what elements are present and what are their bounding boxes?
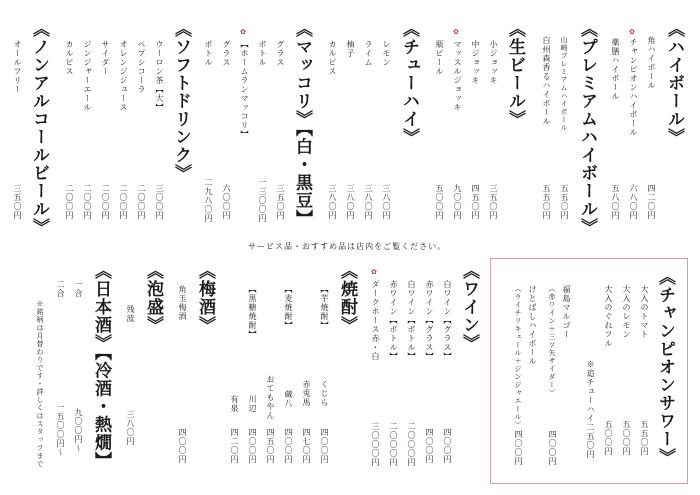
makkori-item: ボトル: [258, 40, 267, 67]
recommend-icon: ✿: [240, 28, 246, 36]
chuhai-price: 三八〇円: [346, 184, 355, 220]
makkori-price: 一三〇〇円: [258, 178, 267, 223]
champion-sour-price: 五〇〇円: [604, 420, 613, 456]
premium-item: 山崎プレミアムハイボール: [560, 36, 568, 132]
chuhai-item: 柚子: [346, 40, 355, 58]
softdrink-price: 二〇〇円: [119, 184, 128, 220]
shochu-price: 四二〇円: [230, 428, 239, 464]
wine-item-recommended: ✿ ダークホース赤・白: [371, 268, 380, 361]
sake-price: 九〇〇円〜: [74, 408, 83, 453]
highball-item-recommended: ✿ チャンピオンハイボール: [629, 28, 638, 137]
champion-sour-price: 四〇〇円: [548, 430, 557, 466]
sake-title: 《日本酒》【冷酒・熱燗】: [91, 262, 111, 470]
softdrink-item: サイダー: [101, 40, 110, 76]
wine-price: 二〇〇〇円: [389, 422, 398, 467]
shochu-item: くじら: [320, 380, 329, 407]
highball-price: 四二〇円: [647, 184, 656, 220]
wine-item: 赤ワイン【グラス】: [425, 280, 434, 361]
champion-sour-note: ※追チューハイ二五〇円: [586, 360, 595, 459]
champion-sour-price: 四〇〇円: [514, 430, 523, 466]
champion-sour-item: 大入のトマト: [640, 285, 649, 339]
makkori-item-recommended: ✿ 【ホームランマッコリ】: [240, 28, 249, 139]
beer-title: 《生ビール》: [505, 20, 525, 128]
beer-price: 九〇〇円: [453, 184, 462, 220]
wine-price: 四〇〇円: [425, 428, 434, 464]
shochu-title: 《焼酎》: [337, 262, 357, 334]
shochu-item: 赤兎馬: [302, 380, 311, 407]
umeshu-item: 角玉梅酒: [178, 285, 187, 321]
shochu-item: 蔵八: [284, 390, 293, 408]
premium-item: 白州森香るハイボール: [542, 36, 551, 126]
chuhai-item: カルピス: [328, 40, 337, 76]
makkori-price: 六〇〇円: [222, 184, 231, 220]
softdrink-price: 二〇〇円: [83, 184, 92, 220]
chuhai-title: 《チューハイ》: [399, 20, 419, 146]
softdrink-item: ウーロン茶【大】: [155, 40, 164, 112]
champion-sour-item-sub: （赤ワイン＋三ツ矢サイダー）: [548, 285, 556, 397]
sake-item: 二合: [56, 280, 65, 298]
beer-item-recommended: ✿ マッスルジョッキ: [453, 28, 462, 112]
recommend-icon: ✿: [629, 28, 635, 36]
nonalcohol-title: 《ノンアルコールビール》: [29, 20, 49, 236]
nonalcohol-item: オールフリー: [13, 40, 22, 94]
champion-sour-item: 大入のぐれフル: [604, 285, 613, 348]
wine-item: 白ワイン【ボトル】: [407, 280, 416, 361]
awamori-title: 《泡盛》: [143, 262, 163, 334]
shochu-group-label: 【芋焼酎】: [320, 285, 329, 330]
makkori-item: グラス: [276, 40, 285, 67]
beer-item: 中ジョッキ: [471, 40, 480, 85]
premium-price: 五五〇円: [560, 184, 569, 220]
sake-note: ※銘柄は月替わりです・詳しくはスタッフまで: [36, 300, 44, 468]
makkori-item: グラス: [222, 40, 231, 67]
beer-price: 五〇〇円: [435, 184, 444, 220]
wine-item: 白ワイン【グラス】: [443, 280, 452, 361]
beer-item: 小ジョッキ: [489, 40, 498, 85]
awamori-price: 三八〇円: [126, 410, 135, 446]
softdrink-price: 三〇〇円: [155, 184, 164, 220]
softdrink-item: ペプシコーラ: [137, 40, 146, 94]
chuhai-price: 三八〇円: [382, 184, 391, 220]
highball-item: 角ハイボール: [647, 36, 656, 90]
sake-item: 一合: [74, 280, 83, 298]
recommend-icon: ✿: [371, 268, 377, 276]
softdrink-item: オレンジジュース: [119, 40, 128, 112]
shochu-price: 四五〇円: [266, 428, 275, 464]
champion-sour-price: 五五〇円: [640, 420, 649, 456]
softdrink-price: 二〇〇円: [65, 184, 74, 220]
softdrink-price: 二〇〇円: [101, 184, 110, 220]
shochu-price: 四七〇円: [302, 428, 311, 464]
chuhai-item: ライム: [364, 40, 373, 67]
umeshu-title: 《梅酒》: [195, 262, 215, 334]
wine-title: 《ワイン》: [459, 262, 479, 352]
sake-price: 一五〇〇円〜: [56, 403, 65, 457]
recommend-icon: ✿: [453, 28, 459, 36]
makkori-title: 《マッコリ》【白・黒豆】: [292, 20, 312, 228]
wine-price: 三〇〇〇円: [371, 422, 380, 467]
shochu-item: おてもやん: [266, 375, 275, 420]
champion-sour-item: 福島マルゴー: [562, 285, 571, 339]
softdrink-title: 《ソフトドリンク》: [171, 20, 191, 182]
chuhai-price: 三八〇円: [364, 184, 373, 220]
beer-item: 瓶ビール: [435, 40, 444, 76]
awamori-item: 残波: [126, 305, 135, 323]
champion-sour-title: 《チャンピオンサワー》: [655, 268, 675, 466]
shochu-group-label: 【麦焼酎】: [284, 285, 293, 330]
umeshu-price: 四〇〇円: [178, 428, 187, 464]
makkori-price: 二九八〇円: [204, 178, 213, 223]
softdrink-item: カルピス: [65, 40, 74, 76]
champion-sour-item: けとばしハイボール: [528, 285, 537, 366]
highball-price: 六八〇円: [629, 184, 638, 220]
wine-price: 四〇〇円: [443, 428, 452, 464]
chuhai-price: 三八〇円: [328, 184, 337, 220]
shochu-price: 四〇〇円: [248, 428, 257, 464]
champion-sour-item: 大入のレモン: [622, 285, 631, 339]
champion-sour-item-sub: （ライチリキュール＋ジンジャエール）: [514, 285, 522, 429]
wine-item: 赤ワイン【ボトル】: [389, 280, 398, 361]
highball-price: 五八〇円: [611, 184, 620, 220]
softdrink-price: 二〇〇円: [137, 184, 146, 220]
softdrink-item: ジンジャーエール: [83, 40, 92, 112]
shochu-price: 四〇〇円: [284, 428, 293, 464]
makkori-price: 三五〇円: [276, 184, 285, 220]
chuhai-item: レモン: [382, 40, 391, 67]
makkori-item: ボトル: [204, 40, 213, 67]
service-notice: サービス品・おすすめ品は店内をご覧ください。: [248, 242, 447, 251]
highball-item: 薬膳ハイボール: [611, 38, 620, 101]
shochu-price: 四〇〇円: [320, 428, 329, 464]
nonalcohol-price: 三五〇円: [13, 184, 22, 220]
beer-price: 四五〇円: [471, 184, 480, 220]
beer-price: 三五〇円: [489, 184, 498, 220]
premium-price: 五五〇円: [542, 184, 551, 220]
wine-price: 二〇〇〇円: [407, 422, 416, 467]
shochu-item: 川辺: [248, 395, 257, 413]
champion-sour-price: 五〇〇円: [622, 420, 631, 456]
highball-title: 《ハイボール》: [664, 20, 684, 146]
premium-title: 《プレミアムハイボール》: [577, 20, 597, 236]
shochu-item: 有泉: [230, 395, 239, 413]
shochu-group-label: 【黒糖焼酎】: [248, 285, 257, 339]
